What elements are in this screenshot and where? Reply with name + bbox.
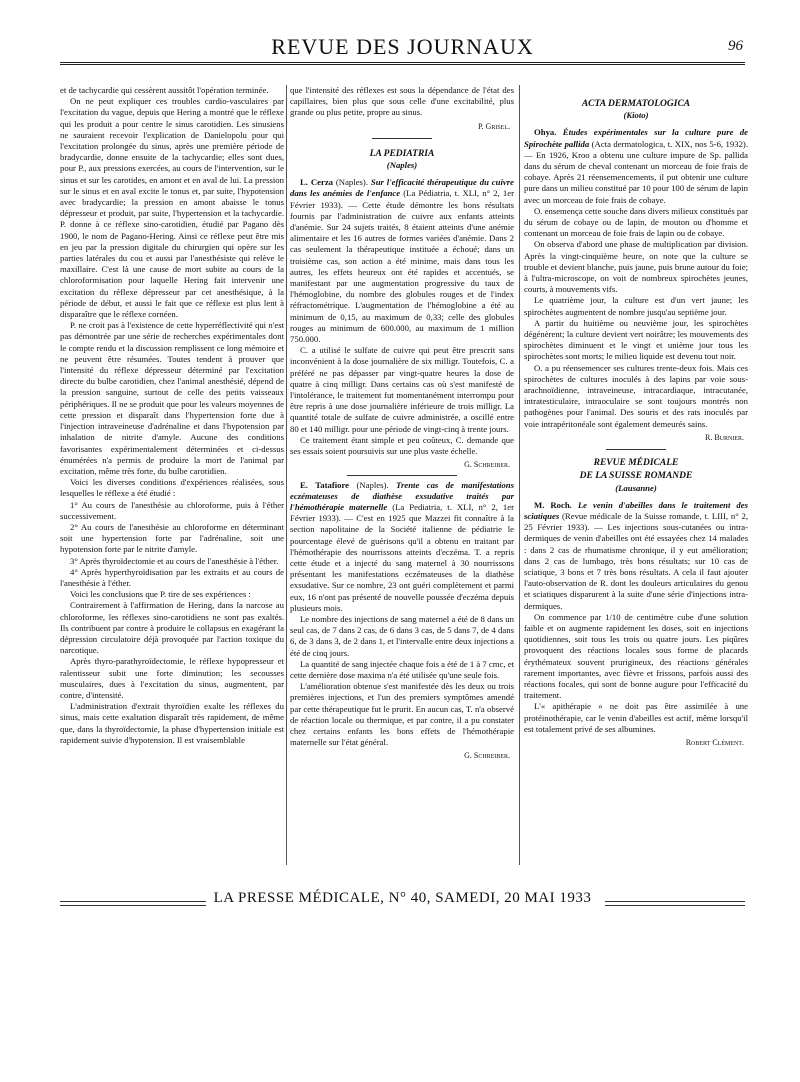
column-divider (519, 85, 520, 865)
section-city: (Lausanne) (615, 482, 657, 493)
column-1 (60, 85, 284, 746)
paragraph: O. ensemença cette souche dans divers milieux constitués par du sérum de cobaye ou de lapin, de mouton ou d'homme et contenant un morceau de foie frais de lapin ou de cobaye. (524, 205, 748, 239)
article-body: Cette étude démontre les bons résultats fournis par l'administration de cuivre aux enfants atteints d'anémie. Sur 24 sujets traités, 8 étaient atteints d'une anémie alimentaire et les 16 autres de formes variées d'anémie. Dans 2 cas seulement la thérapeutique instituée a échoué; dans un troisième cas, son action a été minime, mais dans tous les autres, les effets heureux ont été rapides et accentués, se manifestant par une augmentation progressive du taux de l'hémoglobine, du nombre des globules rouges et de l'index réfractométrique. L'augmentation de l'hémoglobine a été au minimum de 0,15, au maximum de 0,33; celle des globules rouges au minimum de 600.000, au maximum de 1 million 750.000. (290, 199, 515, 345)
paragraph: P. ne croit pas à l'existence de cette hyperréflectivité qui n'est pas démontrée par une série de recherches expérimentales dont le compte rendu et la discussion remplissent ce long mémoire et ne peuvent être résumées. Toutes tendent à prouver que l'intensité du réflexe dépresseur déterminé par l'excitation directe du bulbe carotidien, chez l'animal anesthésié, dépend de la pression sanguine, surtout de celle des petits vaisseaux périphériques. Il ne se produit que pour les valeurs moyennes de cette pression et disparaît dans l'hypertension forte due à l'injection intraveineuse d'adrénaline et dans l'hypotension par inhalation de nitrite d'amyle. Aucune des conditions favorisantes expérimentalement déterminées et ci-dessus énumérées n'a permis de produire la mort de l'animal par excitation, même très forte, du bulbe carotidien. (60, 320, 284, 476)
section-heading-line2: DE LA SUISSE ROMANDE (579, 471, 693, 482)
paragraph: A partir du huitième ou neuvième jour, les spirochètes dégénèrent; la culture devient vert noirâtre; les mouvements des spirochètes diminuent et le vingt et unième jour tous les spirochètes sont morts; le milieu liquide est devenu tout noir. (524, 317, 748, 362)
article (524, 500, 748, 748)
article (290, 480, 514, 762)
paragraph: On ne peut expliquer ces troubles cardio-vasculaires par l'excitation du vague, depuis que Hering a montré que le réflexe qui les produit a pour centre le sinus carotidien. Les sinusiens ne sauraient recevoir l'explication de Danielopolu pour qui l'excitation prolongée du sinus, après une première période de bradycardie, donne ensuite de la tachycardie; elles sont dues, pour P., aux pressions exercées, au cours de l'intervention, sur le sinus et sur les carotides, en amont et en aval de lui. La pression sur le sinus et en aval excite le tonus et, par suite, l'hypotension avec bradycardie; la pression en amont abaisse le tonus dépresseur et produit, par suite, l'hypertension et la tachycardie. P. donne à ce réflexe sino-carotidien, étudié par Pagano dès 1900, le nom de Pagano-Hering. Ainsi ce réflexe peut être mis en jeu par la pression digitale du chirurgien qui opère sur les parties latérales du cou et aussi par l'anesthésiste qui relève le maxillaire. C'est là une cause de mort subite au cours de la chloroformisation pour laquelle Hering fait intervenir une excitation du réflexe dépresseur par cet anesthésique, à la période de début, et aussi le fait que ce réflexe est plus lent à disparaître que le réflexe cornéen. (60, 96, 284, 320)
article-city: (Naples). (349, 479, 396, 490)
paragraph: Contrairement à l'affirmation de Hering, dans la narcose au chloroforme, les réflexes sino-carotidiens ne sont pas exaltés. Ils contribuent par contre à produire le collapsus en exagérant la dépression circulatoire déjà provoquée par l'action toxique du narcotique. (60, 600, 284, 656)
signature: P. Grisel. (477, 121, 510, 131)
page-number: 96 (728, 38, 743, 54)
article-title: Études expérimentales sur la culture pure de Spirochète pallida (524, 127, 748, 149)
separator (606, 449, 666, 450)
signature: R. Burnier. (704, 432, 744, 442)
section-city: (Kioto) (623, 110, 649, 121)
column-2 (290, 85, 514, 766)
section-heading: ACTA DERMATOLOGICA (581, 99, 691, 109)
paragraph: Le quatrième jour, la culture est d'un vert jaune; les spirochètes augmentent de nombre jusqu'au septième jour. (524, 295, 748, 317)
article-body: En 1926, Kroo a obtenu une culture impure de Sp. pallida dans du sérum de cheval contenant un morceau de foie frais de cobaye. Après 21 réensemencements, il put obtenir une culture pure dans un milieu constitué par 10 pour 100 de sérum de lapin avec un morceau de foie frais de cobaye. (524, 149, 749, 205)
paragraph: O. a pu réensemencer ses cultures trente-deux fois. Mais ces spirochètes de cultures inoculés à des lapins par voie sous-arachnoïdienne, intraveineuse, intracardiaque, intracutanée, intratesticulaire, intraoculaire se sont toujours montrés non pathogènes pour l'animal. Des souris et des rats inoculés par voie intrapéritonéale sont également demeurés sains. (524, 362, 748, 429)
article-reference: (La Pédiatria, t. XLI, n° 2, 1er Février 1933). — (290, 188, 515, 210)
journal-section-title: REVUE DES JOURNAUX (271, 34, 534, 59)
article-city: (Naples). (333, 177, 371, 188)
column-divider (286, 85, 287, 865)
article (290, 177, 514, 470)
paragraph: On observa d'abord une phase de multiplication par division. Après la vingt-cinquième heure, on note que la culture se trouble et devient blanche, puis jaune, puis brune autour du foie; à l'ultra-microscope, on voit de nombreux spirochètes jeunes, courts, à mouvements vifs. (524, 239, 748, 295)
signature: Robert Clément. (685, 737, 744, 747)
paragraph: 1° Au cours de l'anesthésie au chloroforme, puis à l'éther successivement. (60, 499, 284, 521)
article-reference: (La Pediatria, t. XLI, n° 2, 1er Février 1933). — (290, 501, 514, 524)
article (524, 127, 748, 443)
separator (372, 138, 432, 139)
article-author: Ohya. (534, 127, 557, 138)
paragraph: Voici les conclusions que P. tire de ses expériences : (70, 589, 251, 600)
article-body: C'est en 1925 que Mazzei fit connaître à la section napolitaine de la Société italienne de pédiatrie le pourcentage élevé de guérisons qu'il a obtenu en traitant par l'hémothérapie des nourrissons atteints d'eczéma. T. a repris cette étude et a injecté du sang maternel à 30 nourrissons présentant les manifestations eczémateuses de la diathèse exsudative. Sur ce nombre, 23 ont guéri complètement et parmi eux, 16 n'ont pas présenté de nouvelle poussée d'eczéma depuis plusieurs mois. (290, 513, 515, 613)
paragraph: Voici les diverses conditions d'expériences réalisées, sous lesquelles le réflexe a été étudié : (60, 477, 284, 499)
paragraph: C. a utilisé le sulfate de cuivre qui peut être prescrit sans inconvénient à la dose journalière de six milligr. Toutefois, C. a préféré ne pas dépasser par vingt-quatre heures la dose de quatre à cinq milligr. Dans certains cas où s'est manifesté de l'intolérance, le traitement fut momentanément interrompu pour être repris à une dose journalière inférieure de trois milligr. La quantité totale de sulfate de cuivre administrée, a oscillé entre 80 et 140 milligr. pour une période de vingt-cinq à trente jours. (290, 345, 514, 434)
paragraph: Après thyro-parathyroïdectomie, le réflexe hypopresseur et ralentisseur subit une forte diminution; les secousses musculaires, dues à l'excitation du sinus, augmentent, par contre, d'intensité. (60, 656, 284, 700)
section-heading: REVUE MÉDICALE (593, 458, 679, 469)
paragraph: La quantité de sang injectée chaque fois a été de 1 à 7 cmc, et cette dernière dose maxima n'a été utilisée qu'une seule fois. (290, 658, 514, 680)
paragraph: que l'intensité des réflexes est sous la dépendance de l'état des capillaires, bien plus que sous celle d'une excitabilité, plus grande ou plus petite, propre au sinus. (290, 85, 514, 118)
paragraph: 4° Après hyperthyroïdisation par les extraits et au cours de l'anesthésie à l'éther. (60, 566, 284, 588)
article-title: Trente cas de manifestations eczémateuses de diathèse exsudative traités par l'hémothérapie maternelle (290, 479, 514, 512)
paragraph: Le nombre des injections de sang maternel a été de 8 dans un seul cas, de 7 dans 2 cas, de 6 dans 3 cas, de 5 dans 7, de 4 dans 6, de 3 dans 3, de 2 dans 1, et l'intervalle entre deux injections a été de cinq jours. (290, 613, 514, 658)
separator (347, 475, 457, 476)
paragraph: L'« apithérapie » ne doit pas être assimilée à une protéinothérapie, car le venin d'abeilles est actif, même lorsqu'il est totalement privé de ses albumines. (524, 701, 748, 734)
paragraph: On commence par 1/10 de centimètre cube d'une solution faible et on augmente rapidement les doses, soit en injections quotidiennes, soit tous les trois ou quatre jours. Les piqûres provoquent des réactions locales sous forme de placards érythémateux souvent prurigineux, des réactions générales rarement importantes, avec fièvre et frissons, parfois aussi des réactions focales, qui sont de bonne augure pour l'efficacité du traitement. (524, 611, 748, 701)
paragraph: L'amélioration obtenue s'est manifestée dès les deux ou trois premières injections, et l'un des premiers symptômes amendé par cette thérapeutique fut le prurit. En aucun cas, T. n'a observé de réaction locale ou thermique, et par contre, il a pu constater chez certains enfants les bons effets de l'hémothérapie maternelle sur l'état général. (290, 681, 514, 748)
column-3 (524, 85, 748, 752)
paragraph: et de tachycardie qui cessèrent aussitôt l'opération terminée. (60, 85, 269, 95)
section-city: (Naples) (386, 160, 418, 171)
signature: G. Schreiber. (464, 751, 510, 761)
footer-publication: LA PRESSE MÉDICALE, N° 40, SAMEDI, 20 MAI 1933 (206, 890, 600, 906)
article-title: Sur l'efficacité thérapeutique du cuivre dans les anémies de l'enfance (290, 177, 514, 199)
paragraph: Ce traitement étant simple et peu coûteux, C. demande que ses essais soient poursuivis sur une plus vaste échelle. (290, 434, 514, 457)
article-author: L. Cerza (300, 177, 334, 188)
article-reference: (Acta dermatologica, t. XIX, nos 5-6, 1932). — (524, 138, 748, 160)
paragraph: L'administration d'extrait thyroïdien exalte les réflexes du sinus, mais cette exaltation disparaît très rapidement, de même que, dans la thyroïdectomie, la phase d'hypertension initiale est rapidement suivie d'hypotension. Il est vraisemblable (60, 701, 284, 745)
page-header (60, 30, 745, 65)
article-body: Les injections sous-cutanées ou intra-dermiques de venin d'abeilles ont été essayées chez 14 malades : dans 2 cas de rhumatisme chronique, il y eut amélioration; dans 2 cas de lumbago, très bons résultats; sur 10 cas de sciatique, 3 bons et 7 très bons résultats. A cela il faut ajouter l'auto-observation de R. dont les douleurs articulaires du genou et sciatiques disparurent à la suite d'une série d'injections intra-dermiques. (524, 522, 749, 611)
article-reference: (Revue médicale de la Suisse romande, t. LIII, n° 2, 25 Février 1933). — (524, 510, 748, 533)
paragraph: 3° Après thyroïdectomie et au cours de l'anesthésie à l'éther. (70, 555, 279, 566)
article-author: M. Roch. (534, 499, 572, 510)
article-author: E. Tatafiore (300, 479, 350, 490)
section-heading: LA PEDIATRIA (369, 148, 435, 159)
paragraph: 2° Au cours de l'anesthésie au chloroforme en déterminant soit une hypertension forte par l'adrénaline, soit une hypotension forte par le nitrite d'amyle. (60, 521, 284, 555)
page-footer (60, 890, 745, 914)
article-title: Le venin d'abeilles dans le traitement des sciatiques (524, 499, 748, 521)
signature: G. Schreiber. (464, 460, 510, 470)
